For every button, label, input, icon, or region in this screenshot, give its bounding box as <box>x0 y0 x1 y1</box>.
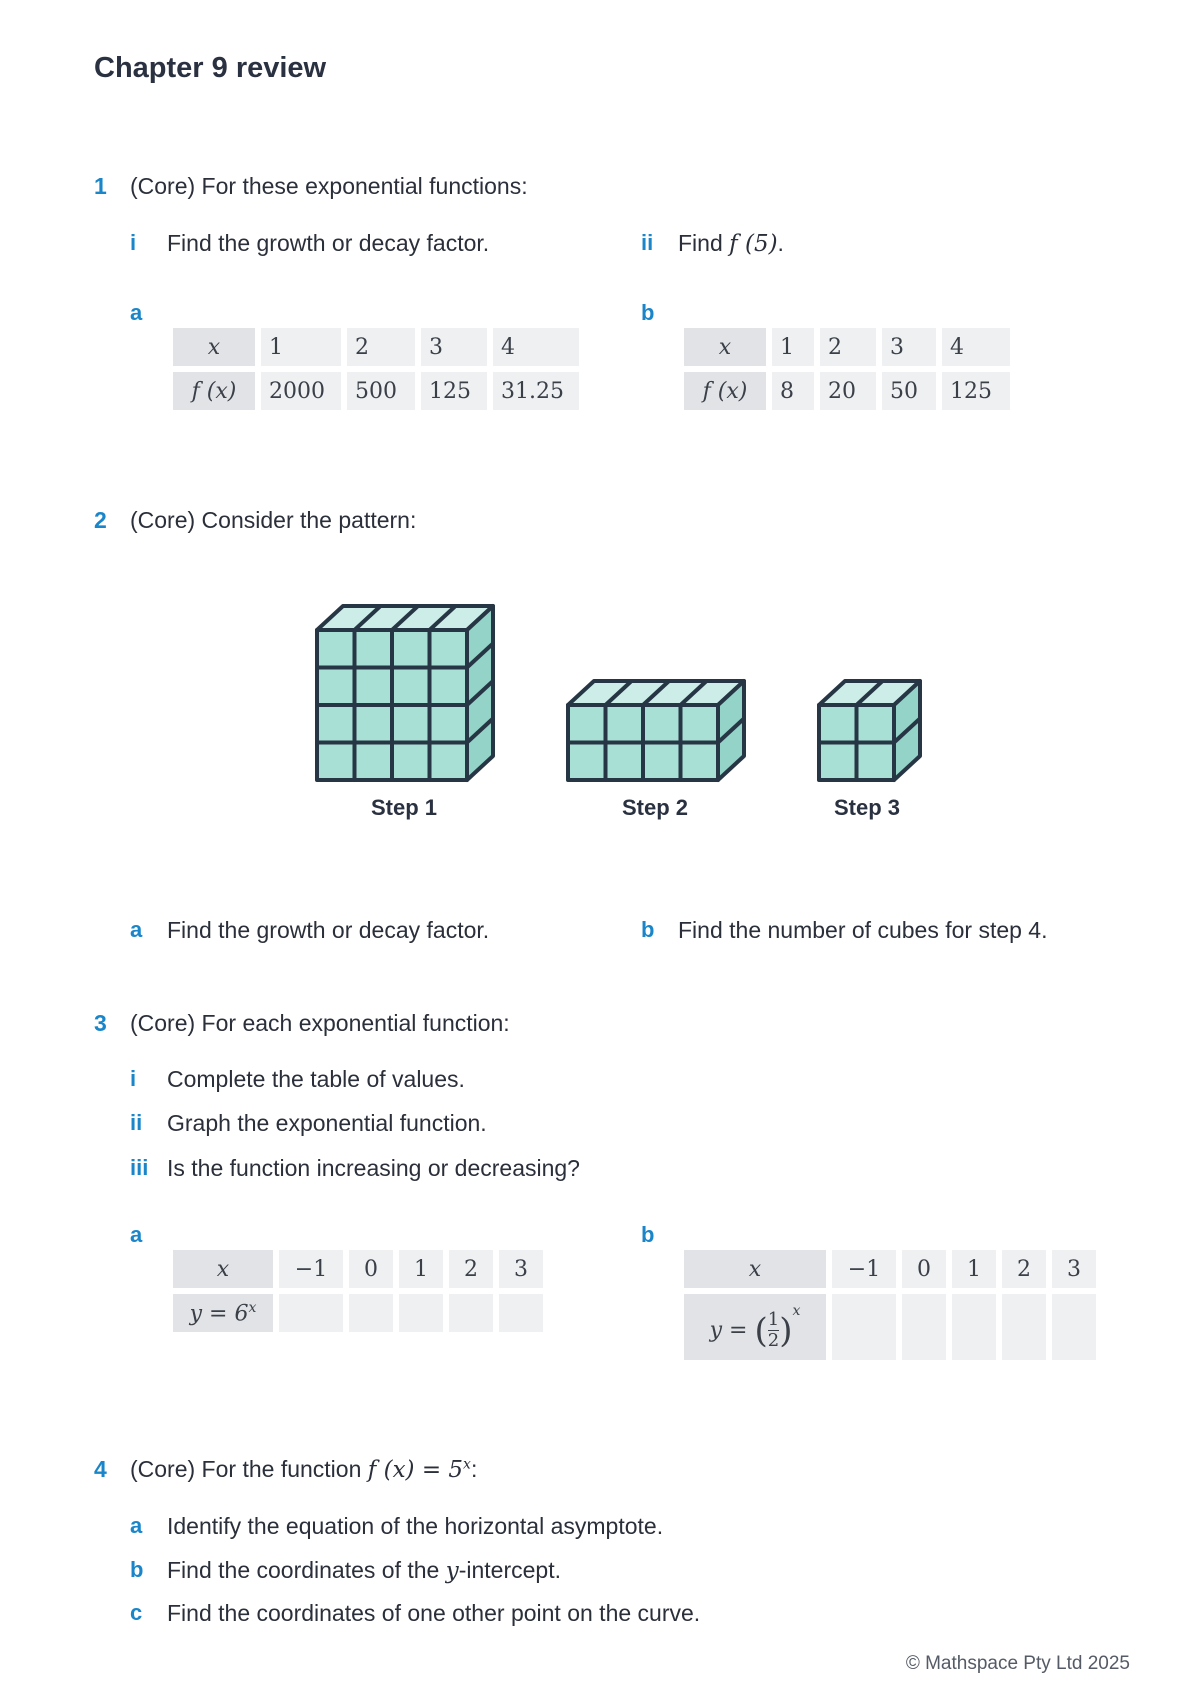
table-header-cell: 2 <box>1002 1250 1046 1288</box>
q4-part-b-text: Find the coordinates of the y-intercept. <box>167 1557 561 1584</box>
table-header-cell: 0 <box>902 1250 946 1288</box>
cube-pattern-figure <box>0 0 1200 840</box>
table-row <box>173 1294 543 1332</box>
question-2-text: (Core) Consider the pattern: <box>130 507 417 533</box>
q2-part-a-text: Find the growth or decay factor. <box>167 917 490 943</box>
table-answer-cell[interactable] <box>1052 1294 1096 1360</box>
q3-part-iii-label: iii <box>130 1155 149 1180</box>
step-2-label: Step 2 <box>622 795 689 820</box>
table-cell: 125 <box>421 372 487 410</box>
table-answer-cell[interactable] <box>349 1294 393 1332</box>
table-header-cell: 3 <box>421 328 487 366</box>
question-4-number: 4 <box>94 1456 107 1482</box>
table-header-cell: 1 <box>261 328 341 366</box>
question-1-text: (Core) For these exponential functions: <box>130 173 528 199</box>
q3-table-b <box>678 1244 1102 1366</box>
question-4-text: (Core) For the function f $(x) = 5^x$: <box>130 1456 478 1483</box>
table-cell: 2000 <box>261 372 341 410</box>
copyright-footer: © Mathspace Pty Ltd 2025 <box>905 1653 1130 1674</box>
table-cell: 125 <box>942 372 1010 410</box>
question-1-number: 1 <box>94 173 107 199</box>
table-row-label: y = ( $\frac{1}{2}$ )$^x$ <box>684 1294 826 1360</box>
table-answer-cell[interactable] <box>449 1294 493 1332</box>
table-cell: 500 <box>347 372 415 410</box>
table-header-cell: x <box>684 1250 826 1288</box>
table-answer-cell[interactable] <box>279 1294 343 1332</box>
q1-part-i-text: Find the growth or decay factor. <box>167 230 490 256</box>
table-header-cell: 1 <box>952 1250 996 1288</box>
q2-part-b-label: b <box>641 917 655 942</box>
step-1-label: Step 1 <box>371 795 438 820</box>
table-header-cell: 3 <box>1052 1250 1096 1288</box>
q1-table-a-label: a <box>130 300 143 325</box>
question-2-number: 2 <box>94 507 107 533</box>
table-header-cell: −1 <box>279 1250 343 1288</box>
q1-part-ii-text: Find f (5). <box>678 230 784 257</box>
table-header-cell: 3 <box>499 1250 543 1288</box>
table-header-cell: x <box>173 1250 273 1288</box>
q1-part-i-label: i <box>130 230 137 255</box>
table-cell: 50 <box>882 372 936 410</box>
table-answer-cell[interactable] <box>832 1294 896 1360</box>
table-answer-cell[interactable] <box>1002 1294 1046 1360</box>
question-3-text: (Core) For each exponential function: <box>130 1010 510 1036</box>
table-answer-cell[interactable] <box>499 1294 543 1332</box>
table-row-label: f (x) <box>684 372 766 410</box>
q2-part-a-label: a <box>130 917 143 942</box>
table-answer-cell[interactable] <box>952 1294 996 1360</box>
q3-part-ii-label: ii <box>130 1110 143 1135</box>
table-header-cell: 4 <box>493 328 579 366</box>
table-cell: 31.25 <box>493 372 579 410</box>
q3-table-b-label: b <box>641 1222 655 1247</box>
table-header-cell: 2 <box>820 328 876 366</box>
q3-part-i-text: Complete the table of values. <box>167 1066 465 1092</box>
table-header-cell: 3 <box>882 328 936 366</box>
table-header-cell: 2 <box>449 1250 493 1288</box>
table-cell: 20 <box>820 372 876 410</box>
question-3-number: 3 <box>94 1010 107 1036</box>
cube-pattern <box>317 606 920 780</box>
q3-table-a-label: a <box>130 1222 143 1247</box>
table-header-cell: x <box>684 328 766 366</box>
q1-part-ii-label: ii <box>641 230 654 255</box>
q3-part-i-label: i <box>130 1066 137 1091</box>
table-header-cell: 4 <box>942 328 1010 366</box>
table-header-cell: 1 <box>399 1250 443 1288</box>
q3-table-a <box>167 1244 549 1338</box>
q2-part-b-text: Find the number of cubes for step 4. <box>678 917 1048 943</box>
q4-part-a-label: a <box>130 1513 143 1538</box>
table-row <box>173 1250 543 1288</box>
table-header-cell: −1 <box>832 1250 896 1288</box>
step-3-label: Step 3 <box>834 795 901 820</box>
table-cell: 8 <box>772 372 814 410</box>
q3-part-iii-text: Is the function increasing or decreasing? <box>167 1155 580 1181</box>
table-header-cell: x <box>173 328 255 366</box>
table-answer-cell[interactable] <box>902 1294 946 1360</box>
table-row <box>684 1250 1096 1288</box>
table-header-cell: 1 <box>772 328 814 366</box>
table-row-label: f (x) <box>173 372 255 410</box>
q4-part-b-label: b <box>130 1557 144 1582</box>
q4-part-c-text: Find the coordinates of one other point on the curve. <box>167 1600 701 1626</box>
q4-part-a-text: Identify the equation of the horizontal asymptote. <box>167 1513 664 1539</box>
table-header-cell: 0 <box>349 1250 393 1288</box>
q4-part-c-label: c <box>130 1600 143 1625</box>
table-answer-cell[interactable] <box>399 1294 443 1332</box>
q3-part-ii-text: Graph the exponential function. <box>167 1110 487 1136</box>
table-header-cell: 2 <box>347 328 415 366</box>
table-row-label: $y = 6^x$ <box>173 1294 273 1332</box>
table-row <box>684 1294 1096 1360</box>
page-title: Chapter 9 review <box>94 52 327 84</box>
q1-table-b-label: b <box>641 300 655 325</box>
